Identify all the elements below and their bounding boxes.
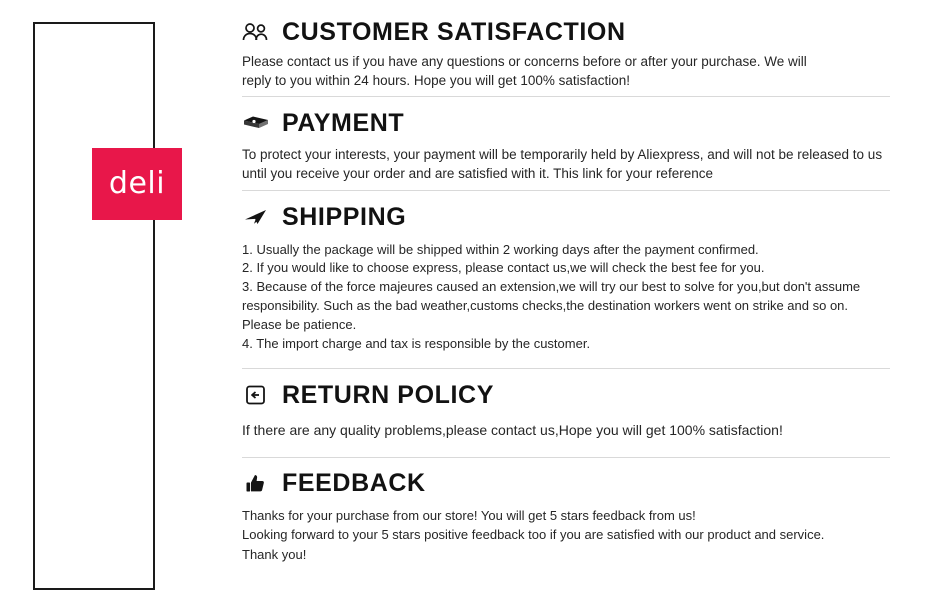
section-body bbox=[242, 52, 890, 90]
section-title: FEEDBACK bbox=[282, 469, 426, 498]
people-icon bbox=[242, 18, 270, 46]
section-line: Please contact us if you have any questions or concerns before or after your purchase. We will bbox=[242, 54, 807, 69]
section-line: Thanks for your purchase from our store! You will get 5 stars feedback from us! bbox=[242, 507, 696, 523]
brand-logo-text: deli bbox=[108, 165, 166, 201]
section-header bbox=[242, 381, 890, 409]
brand-frame bbox=[33, 22, 155, 590]
section-body bbox=[242, 241, 890, 354]
section-header bbox=[242, 18, 890, 46]
section-header bbox=[242, 470, 890, 498]
section-header bbox=[242, 109, 890, 137]
return-arrow-icon bbox=[242, 381, 270, 409]
content-column bbox=[222, 0, 930, 610]
section-line: 3. Because of the force majeures caused an extension,we will try our best to solve for you,but don't assume bbox=[242, 279, 861, 295]
section-line: until you receive your order and are satisfied with it. This link for your reference bbox=[242, 166, 713, 182]
section-customer-satisfaction bbox=[242, 14, 890, 96]
section-title: RETURN POLICY bbox=[282, 380, 494, 409]
section-line: If there are any quality problems,please contact us,Hope you will get 100% satisfaction! bbox=[242, 421, 783, 438]
airplane-icon bbox=[242, 203, 270, 231]
section-feedback bbox=[242, 457, 890, 571]
section-line: Thank you! bbox=[242, 546, 307, 562]
money-icon bbox=[242, 109, 270, 137]
section-line: reply to you within 24 hours. Hope you will get 100% satisfaction! bbox=[242, 73, 630, 89]
section-header bbox=[242, 203, 890, 231]
section-line: To protect your interests, your payment will be temporarily held by Aliexpress, and will not be released to us bbox=[242, 147, 883, 163]
section-title: CUSTOMER SATISFACTION bbox=[282, 17, 626, 46]
section-line: 1. Usually the package will be shipped within 2 working days after the payment confirmed. bbox=[242, 241, 759, 257]
section-line: Please be patience. bbox=[242, 317, 357, 332]
section-body bbox=[242, 506, 882, 565]
section-payment bbox=[242, 96, 890, 189]
section-body bbox=[242, 145, 890, 183]
section-title: PAYMENT bbox=[282, 109, 405, 138]
section-line: Looking forward to your 5 stars positive feedback too if you are satisfied with our product and service. bbox=[242, 527, 825, 543]
section-return-policy bbox=[242, 368, 890, 457]
section-line: 4. The import charge and tax is responsible by the customer. bbox=[242, 335, 591, 351]
section-title: SHIPPING bbox=[282, 202, 407, 231]
section-line: responsibility. Such as the bad weather,customs checks,the destination workers went on strike and so on. bbox=[242, 298, 849, 314]
brand-logo bbox=[92, 148, 182, 220]
section-shipping bbox=[242, 190, 890, 368]
brand-column bbox=[0, 0, 222, 610]
section-body bbox=[242, 413, 882, 441]
section-line: 2. If you would like to choose express, please contact us,we will check the best fee for you. bbox=[242, 260, 765, 276]
thumbs-up-icon bbox=[242, 470, 270, 498]
